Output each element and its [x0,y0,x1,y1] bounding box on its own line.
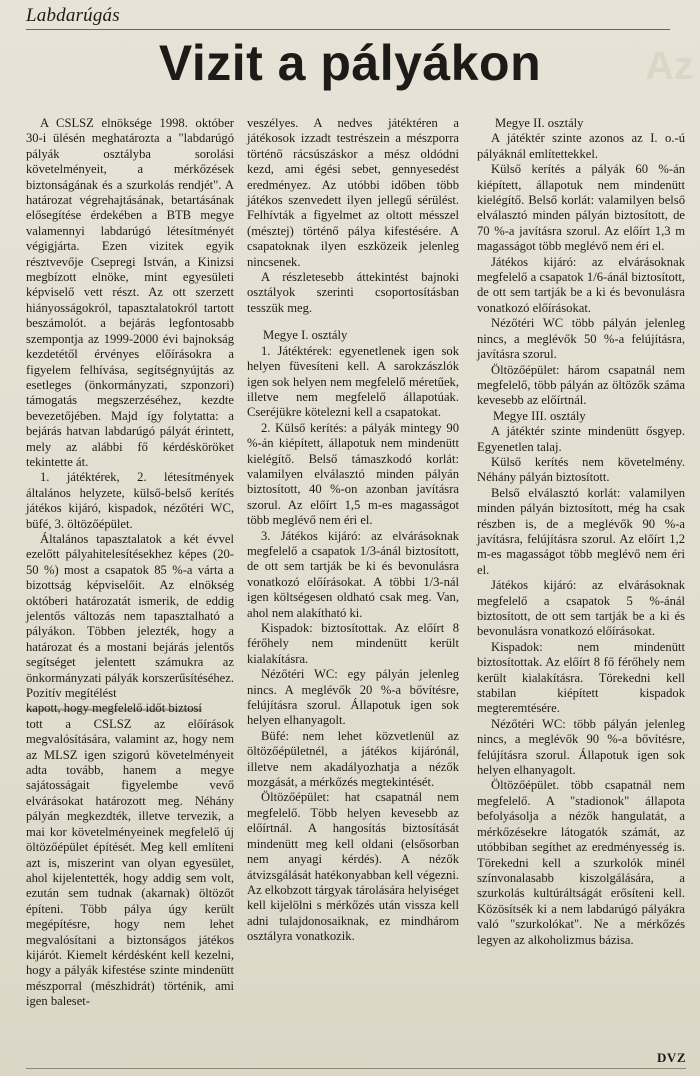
marked-text: kapott, hogy megfelelő időt biztosí [26,701,202,716]
paragraph: Nézőtéri WC: egy pályán jelenleg nincs. A meglévők 20 %-a bővítésre, felújításra szorul. Állapotuk igen sok helyen elhanyagolt. [247,667,459,728]
paragraph: 1. Játéktérek: egyenetlenek igen sok helyen füvesíteni kell. A sarokzászlók igen sok helyen nem megfelelő méretűek, illetve nem megfelelő állapotúak. Cseréjükre kötelezni kell a csapatokat. [247,343,459,420]
paragraph: Játékos kijáró: az elvárásoknak megfelelő a csapatok 1/6-ánál biztosított, de ott sem tartják be a ki és bevonulásra vonatkozó előírásokat. [477,254,685,315]
paragraph: Kispadok: biztosítottak. Az előírt 8 férőhely nem mindenütt került kialakításra. [247,621,459,666]
paragraph: A játéktér szinte azonos az I. o.-ú pályáknál említettekkel. [477,131,685,161]
paragraph: A játéktér szinte mindenütt ősgyep. Egyenetlen talaj. [477,424,685,454]
rubric-divider [26,29,670,30]
paragraph: Általános tapasztalatok a két évvel ezelőtt pályahitelesítésekhez képes (20-50 %) most a csapatok 85 %-a várta a bizottság képviselőit. Az elnökség októberi határozatát ismerik, de eddig jelentős változás nem tapasztalható a pályákon. Többen jelezték, hogy a határozat és a mostani bejárás jelentős segítséget jelentett számukra az önkormányzati pályák korszerűsítéséhez. Pozitív megítélést [26,531,234,701]
article-column-2 [247,116,459,945]
section-heading-megye-2: Megye II. osztály [495,116,584,130]
paragraph: Nézőtéri WC: több pályán jelenleg nincs, a meglévők 90 %-a bővítésre, felújításra szorul. Állapotuk igen sok helyen elhanyagolt. [477,716,685,778]
author-byline: DVZ [657,1050,686,1065]
paragraph: Öltözőépület: hat csapatnál nem megfelelő. Több helyen kevesebb az előírtnál. A hangosítás biztosítását mindenütt meg kell oldani (elsősorban nem anyagi kérdés). A nézők átvizsgálását hatékonyabban kell végezni. Az elkobzott tárgyak tárolására helyiséget kell kijelölni s mérkőzés után vissza kell adni tulajdonosaiknak, ez mindhárom osztályra vonatkozik. [247,790,459,944]
paragraph: 2. Külső kerítés: a pályák mintegy 90 %-án kiépített, állapotuk nem mindenütt kielégítő. Belső támaszkodó korlát: valamilyen elválasztó minden pályán biztosított, 40 %-on azonban javításra szorul. Az előírt 1,5 m-es magasságot több meglévő nem éri el. [247,420,459,528]
section-rubric: Labdarúgás [26,5,120,26]
paragraph-marked-line [26,701,234,716]
paragraph: 1. játéktérek, 2. létesítmények általános helyzete, külső-belső kerítés játékos kijáró, kispadok, nézőtéri WC, büfé, 3. öltözőépület. [26,470,234,531]
bleed-through-text: Az [645,44,694,88]
paragraph: 3. Játékos kijáró: az elvárásoknak megfelelő a csapatok 1/3-ánál biztosított, de ott sem tartják be ki és bevonulásra vonatkozó előírásokat. A többi 1/3-nál igen költségesen oldható csak meg. Van, ahol nem alakítható ki. [247,528,459,620]
article-column-3 [477,116,685,948]
article-headline: Vizit a pályákon [158,35,542,91]
paragraph: A CSLSZ elnöksége 1998. október 30-i ülésén meghatározta a "labdarúgó pályák osztályba sorolási követelményeit, a mérkőzések biztonságának és a szurkolás rendjét". A határozat végrehajtásának, betartásának elősegítése érdekében a BTB megye valamennyi labdarúgó létesítményét végigjárta. Ezen vizitek egyik résztvevője Csepregi István, a Kinizsi megbízott elnöke, mint egyesületi képviselő vett részt. Az ott szerzett hiányosságokról, tapasztalatokról tartott beszámolót. a bejárás legfontosabb szempontja az 1999-2000 évi bajnokság kezdetétől érvényes előírásokra a figyelem felhívása, segítségnyújtás az esetleges (önkormányzati, szponzori) támogatás megszerzéséhez, kezdte bevezetőjében. Majd így folytatta: a bejárás hatvan labdarúgó pályát érintett, mely az alábbi fő kérdésköröket tekintette át. [26,116,234,469]
paragraph: veszélyes. A nedves játéktéren a játékosok izzadt testrészein a mészporra történő rácsúszáskor a mész oldódni kezd, ami égési sebet, gennyesedést eredményez. Az utóbbi időben több játékos szenvedett ilyen jellegű sérülést. Felhívták a figyelmet az oltott mésszel (mésztej) történő pálya kifestésére. A csapatoknak ilyen eszközeik jelenleg nincsenek. [247,116,459,269]
paragraph: tott a CSLSZ az előírások megvalósítására, valamint az, hogy nem az MLSZ igen szigorú követelményeit adta tovább, hanem a megye sajátosságait figyelembe vevő elvárásokat határozott meg. Néhány pályán megkezdték, illetve tervezik, a mai kor követelményeinek megfelelő új öltözőépület építését. Meg kell említeni azt is, miszerint van olyan egyesület, ahol kijelentették, hogy addig sem volt, ezután sem tudnak (akarnak) öltözőt építeni. Több pálya úgy került megépítésre, hogy nem lehet megvalósítani a biztonságos játékos kijárót. Kiemelt kérdésként kell kezelni, hogy a pályák kifestése szinte mindenütt mészporral (mészhidrát) történik, ami igen baleset- [26,716,234,1009]
section-heading-megye-3: Megye III. osztály [493,408,586,423]
paragraph: Játékos kijáró: az elvárásoknak megfelelő a csapatok 5 %-ánál biztosított, de ott sem tartják be a ki és bevonulásra vonatkozó előírásokat. [477,578,685,639]
paragraph: Külső kerítés nem követelmény. Néhány pályán biztosított. [477,454,685,485]
paragraph: Külső kerítés a pályák 60 %-án kiépített, állapotuk nem mindenütt kielégítő. Belső korlát: valamilyen belső elválasztó minden pályán biztosított, de 70 %-a javításra szorul. Az előírt 1,3 m magasságot több meglévő nem éri el. [477,162,685,254]
paragraph: Öltözőépület: három csapatnál nem megfelelő, több pályán az öltözők száma kevesebb az előírtnál. [477,362,685,408]
paragraph: Nézőtéri WC több pályán jelenleg nincs, a meglévők 50 %-a felújításra, javításra szorul. [477,316,685,362]
paragraph: Öltözőépület. több csapatnál nem megfelelő. A "stadionok" állapota befolyásolja a nézők hangulatát, a mérkőzésekre látogatók számát, az utóbbiban segíthet az eredményesség is. Törekedni kell a szurkolók minél színvonalasabb kiszolgálására, a szurkolás kultúráltságát erősíteni kell. Közösítsék ki a nem labdarúgó pályákra való "szurkolókat". Ne a mérkőzés legyen az alkoholizmus bázisa. [477,778,685,947]
paragraph: Büfé: nem lehet közvetlenül az öltözőépületnél, a játékos kijárónál, illetve nem akadályozhatja a nézők mozgását, a mérkőzés megtekintését. [247,728,459,790]
section-heading-megye-1: Megye I. osztály [263,328,348,343]
bottom-divider [26,1068,686,1069]
paragraph: Kispadok: nem mindenütt biztosítottak. Az előírt 8 fő férőhely nem került kialakításra. Törekedni kell stabilan kiépített kispadok megteremtésére. [477,639,685,716]
paragraph: A részletesebb áttekintést bajnoki osztályok szerinti csoportosításban tesszük meg. [247,270,459,315]
paragraph: Belső elválasztó korlát: valamilyen minden pályán biztosított, még ha csak részben is, de a meglévők 90 %-a javításra, felújításra szorul. Az előírt 1,2 m-es magasságot több meglévő nem éri el. [477,485,685,577]
article-column-1 [26,116,234,1010]
